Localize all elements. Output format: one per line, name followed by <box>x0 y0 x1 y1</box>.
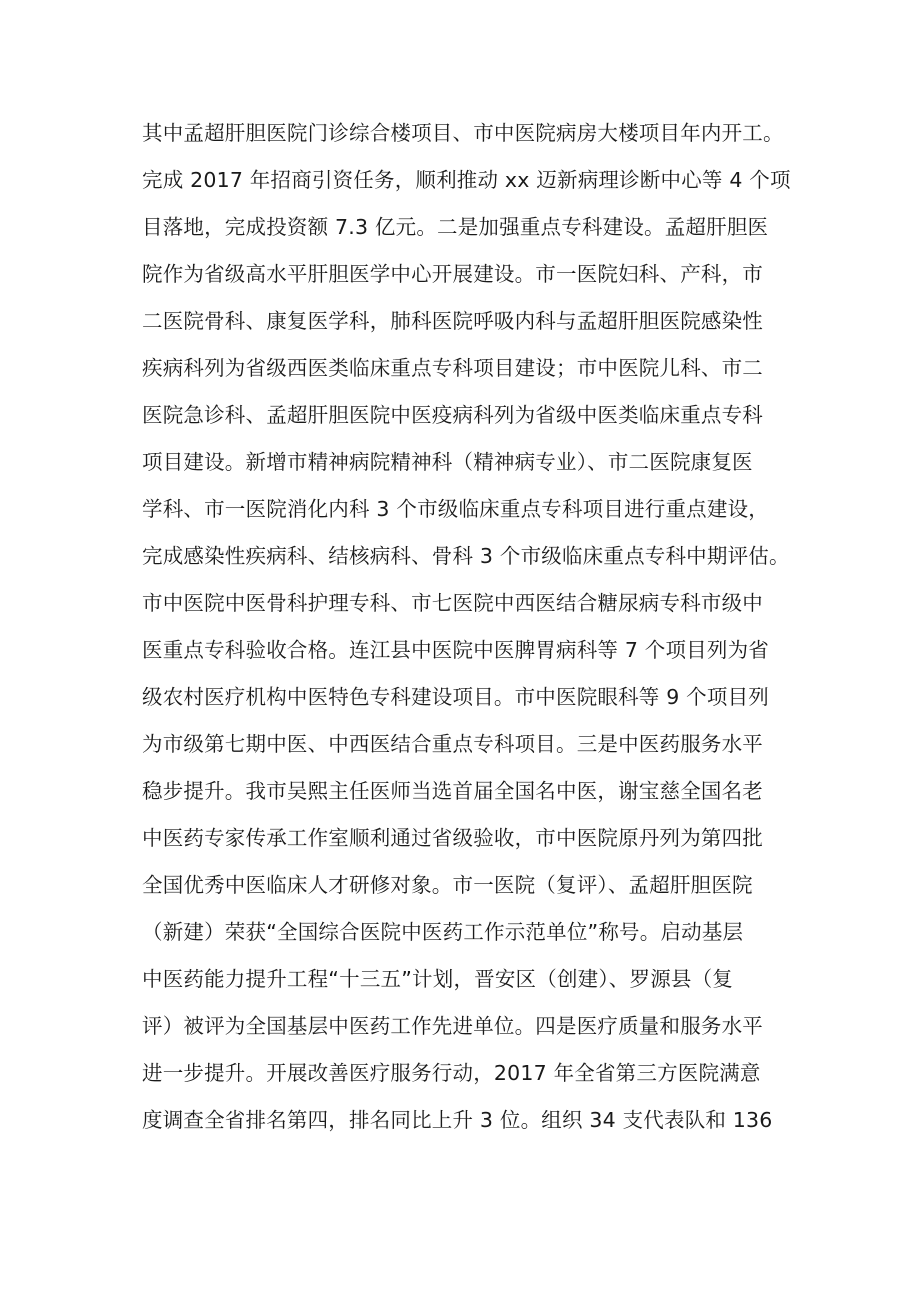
text-line: 度调查全省排名第四，排名同比上升 3 位。组织 34 支代表队和 136 <box>142 1108 773 1132</box>
text-line: 医院急诊科、孟超肝胆医院中医疫病科列为省级中医类临床重点专科 <box>142 403 763 427</box>
text-line: 医重点专科验收合格。连江县中医院中医脾胃病科等 7 个项目列为省 <box>142 638 769 662</box>
text-line: 二医院骨科、康复医学科，肺科医院呼吸内科与孟超肝胆医院感染性 <box>142 309 763 333</box>
text-line: 市中医院中医骨科护理专科、市七医院中西医结合糖尿病专科市级中 <box>142 591 763 615</box>
text-line: 其中孟超肝胆医院门诊综合楼项目、市中医院病房大楼项目年内开工。 <box>142 121 784 145</box>
text-line: 中医药专家传承工作室顺利通过省级验收，市中医院原丹列为第四批 <box>142 826 763 850</box>
text-line: 项目建设。新增市精神病院精神科（精神病专业）、市二医院康复医 <box>142 450 753 474</box>
text-line: 稳步提升。我市吴熙主任医师当选首届全国名中医，谢宝慈全国名老 <box>142 779 763 803</box>
text-line: 进一步提升。开展改善医疗服务行动，2017 年全省第三方医院满意 <box>142 1061 761 1085</box>
text-line: 目落地，完成投资额 7.3 亿元。二是加强重点专科建设。孟超肝胆医 <box>142 215 769 239</box>
text-line: 学科、市一医院消化内科 3 个市级临床重点专科项目进行重点建设， <box>142 497 769 521</box>
text-line: 院作为省级高水平肝胆医学中心开展建设。市一医院妇科、产科，市 <box>142 262 763 286</box>
text-line: （新建）荣获“全国综合医院中医药工作示范单位”称号。启动基层 <box>142 920 744 944</box>
text-line: 中医药能力提升工程“十三五”计划，晋安区（创建）、罗源县（复 <box>142 967 733 991</box>
text-line: 为市级第七期中医、中西医结合重点专科项目。三是中医药服务水平 <box>142 732 763 756</box>
text-line: 完成 2017 年招商引资任务，顺利推动 xx 迈新病理诊断中心等 4 个项 <box>142 168 791 192</box>
text-line: 完成感染性疾病科、结核病科、骨科 3 个市级临床重点专科中期评估。 <box>142 544 790 568</box>
text-line: 级农村医疗机构中医特色专科建设项目。市中医院眼科等 9 个项目列 <box>142 685 769 709</box>
text-line: 全国优秀中医临床人才研修对象。市一医院（复评）、孟超肝胆医院 <box>142 873 753 897</box>
text-line: 评）被评为全国基层中医药工作先进单位。四是医疗质量和服务水平 <box>142 1014 763 1038</box>
text-line: 疾病科列为省级西医类临床重点专科项目建设；市中医院儿科、市二 <box>142 356 763 380</box>
body-text <box>142 110 802 1144</box>
